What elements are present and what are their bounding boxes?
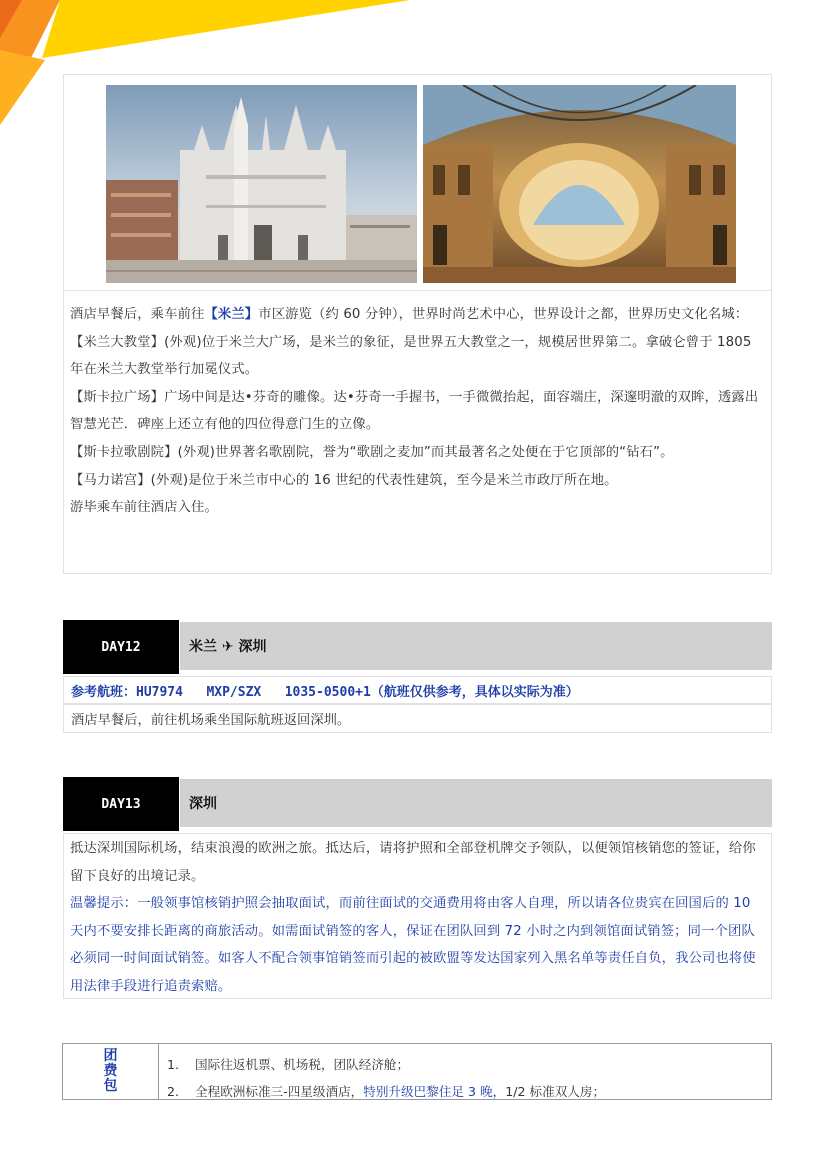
- day13-header: [63, 777, 772, 831]
- photo-row: [64, 75, 771, 291]
- itinerary-paragraph: 【米兰大教堂】(外观)位于米兰大广场，是米兰的象征，是世界五大教堂之一，规模居世界第二。拿破仑曾于 1805 年在米兰大教堂举行加冕仪式。: [70, 334, 752, 378]
- galleria-photo: [423, 85, 736, 283]
- day13-desc: 抵达深圳国际机场，结束浪漫的欧洲之旅。抵达后，请将护照和全部登机牌交予领队，以便领馆核销您的签证，给你留下良好的出境记录。: [70, 841, 756, 884]
- day13-tips: 温馨提示：一般领事馆核销护照会抽取面试，而前往面试的交通费用将由客人自理，所以请各位贵宾在回国后的 10 天内不要安排长距离的商旅活动。如需面试销签的客人，保证在团队回到 72 小时之内到领馆面试销签；同一个团队必须同一时间面试销签。如客人不配合领事馆销签而引起的被欧盟等发达国家列入黑名单等责任自负，我公司也将使用法律手段进行追责索赔。: [70, 896, 756, 994]
- fee-highlight: 特别升级巴黎住足 3 晚，: [363, 1084, 506, 1099]
- day13-card: [63, 833, 772, 999]
- milan-highlight: 【米兰】: [204, 307, 259, 322]
- fee-label: 团 费 包: [63, 1044, 159, 1099]
- day12-label: DAY12: [63, 620, 179, 674]
- day13-title: 深圳: [180, 779, 772, 827]
- day12-title: 米兰 ✈ 深圳: [180, 622, 772, 670]
- fee-item: 2. 全程欧洲标准三-四星级酒店，特别升级巴黎住足 3 晚，1/2 标准双人房；: [167, 1084, 606, 1099]
- itinerary-paragraph: 【斯卡拉歌剧院】(外观)世界著名歌剧院，誉为“歌剧之麦加”而其最著名之处便在于它顶部的“钻石”。: [70, 444, 674, 460]
- flight-info: 参考航班：HU7974 MXP/SZX 1035-0500+1（航班仅供参考，具体以实际为准）: [71, 684, 579, 700]
- milan-cathedral-photo: [106, 85, 417, 283]
- itinerary-paragraph: 【斯卡拉广场】广场中间是达•芬奇的雕像。达•芬奇一手握书，一手微微抬起，面容端庄，深邃明澈的双眸，透露出智慧光芒．碑座上还立有他的四位得意门生的立像。: [70, 389, 759, 433]
- day12-flight-row: [63, 676, 772, 704]
- fee-table: [62, 1043, 772, 1100]
- itinerary-paragraph: 【马力诺宫】(外观)是位于米兰市中心的 16 世纪的代表性建筑，至今是米兰市政厅所在地。: [70, 472, 618, 488]
- day12-desc: 酒店早餐后，前往机场乘坐国际航班返回深圳。: [71, 713, 351, 728]
- milan-card: [63, 74, 772, 574]
- day11-itinerary: [64, 291, 771, 522]
- day12-header: [63, 620, 772, 674]
- day12-desc-row: [63, 704, 772, 733]
- fee-item: 1. 国际往返机票、机场税，团队经济舱；: [167, 1057, 410, 1072]
- itinerary-paragraph: 游毕乘车前往酒店入住。: [70, 500, 218, 516]
- day13-text: [64, 834, 771, 1001]
- itinerary-paragraph: 酒店早餐后，乘车前往【米兰】市区游览（约 60 分钟），世界时尚艺术中心，世界设计之都，世界历史文化名城：: [70, 307, 749, 322]
- day13-label: DAY13: [63, 777, 179, 831]
